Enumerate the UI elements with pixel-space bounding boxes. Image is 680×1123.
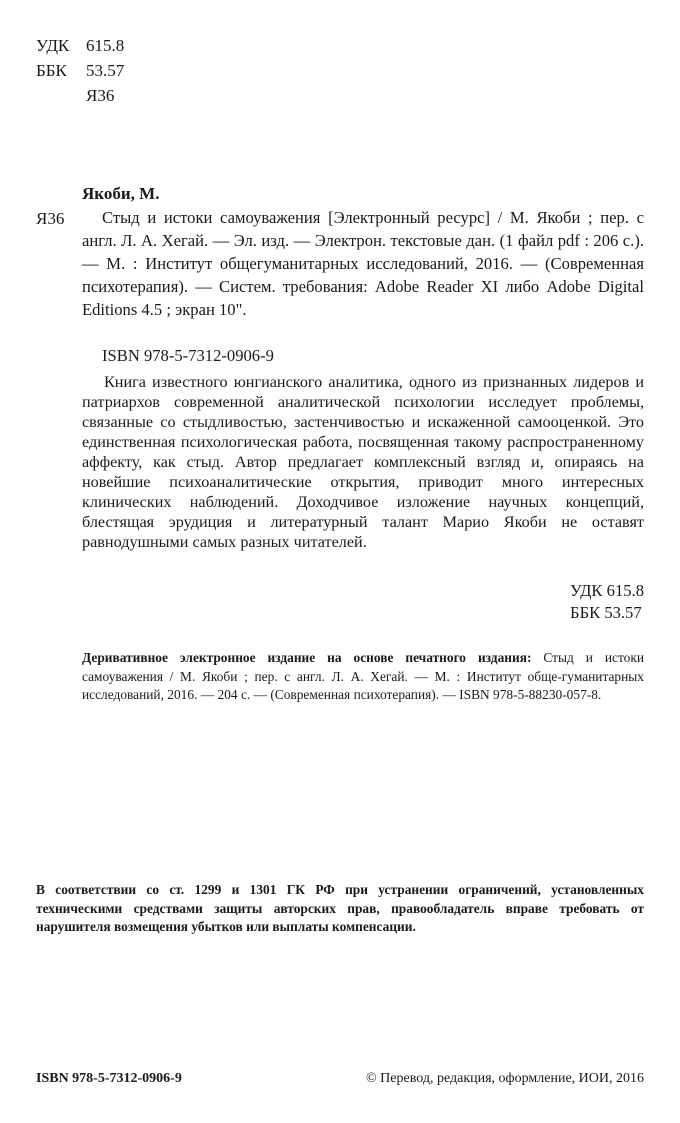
- bbk-right: ББК 53.57: [570, 603, 642, 622]
- side-author-code: Я36: [36, 209, 65, 228]
- udk-row: [36, 33, 124, 58]
- bibliographic-description: [82, 206, 644, 321]
- description-text: Стыд и истоки самоуважения [Электронный ресурс] / М. Якоби ; пер. с англ. Л. А. Хегай. — Эл. изд. — Электрон. текстовые дан. (1 файл pdf : 206 с.). — М. : Институт общегуманитарных исследований, 2016. — (Современная психотерапия). — Систем. требования: Adobe Reader XI либо Adobe Digital Editions 4.5 ; экран 10".: [82, 208, 644, 319]
- footer-copyright: © Перевод, редакция, оформление, ИОИ, 2016: [366, 1071, 644, 1086]
- footer-isbn: ISBN 978-5-7312-0906-9: [36, 1071, 182, 1086]
- bbk-value: 53.57: [86, 61, 125, 80]
- annotation-text: Книга известного юнгианского аналитика, одного из признанных лидеров и патриархов современной аналитической психологии исследует проблемы, связанные со стыдливостью, застенчивостью и искаженной самооценкой. Это единственная психологическая работа, посвященная такому распространенному аффекту, как стыд. Автор предлагает комплексный взгляд и, опираясь на новейшие психоаналитические открытия, приводит много интересных клинических наблюдений. Доходчивое изложение научных концепций, блестящая эрудиция и литературный талант Марио Якоби не оставят равнодушными самых разных читателей.: [82, 373, 644, 551]
- legal-notice: В соответствии со ст. 1299 и 1301 ГК РФ при устранении ограничений, установленных техническими средствами защиты авторских прав, правообладатель вправе требовать от нарушителя возмещения убытков или выплаты компенсации.: [36, 882, 644, 934]
- author-heading: Якоби, М.: [82, 184, 160, 203]
- derivative-text: Стыд и истоки самоуважения / М. Якоби ; пер. с англ. Л. А. Хегай. — М. : Институт обще-гуманитарных исследований, 2016. — 204 с. — (Современная психотерапия). — ISBN 978-5-88230-057-8.: [82, 650, 645, 702]
- bbk-row: [36, 58, 124, 83]
- author-code: Я36: [86, 86, 115, 105]
- annotation: [82, 372, 644, 552]
- derivative-edition-note: [82, 649, 644, 705]
- classification-codes-right: [570, 580, 644, 624]
- isbn-line: ISBN 978-5-7312-0906-9: [102, 346, 274, 365]
- udk-right: УДК 615.8: [570, 581, 644, 600]
- udk-value: 615.8: [86, 36, 125, 55]
- udk-label: УДК: [36, 36, 70, 55]
- derivative-lead: Деривативное электронное издание на основе печатного издания:: [82, 650, 532, 665]
- classification-codes: [36, 33, 124, 108]
- bbk-label: ББК: [36, 61, 67, 80]
